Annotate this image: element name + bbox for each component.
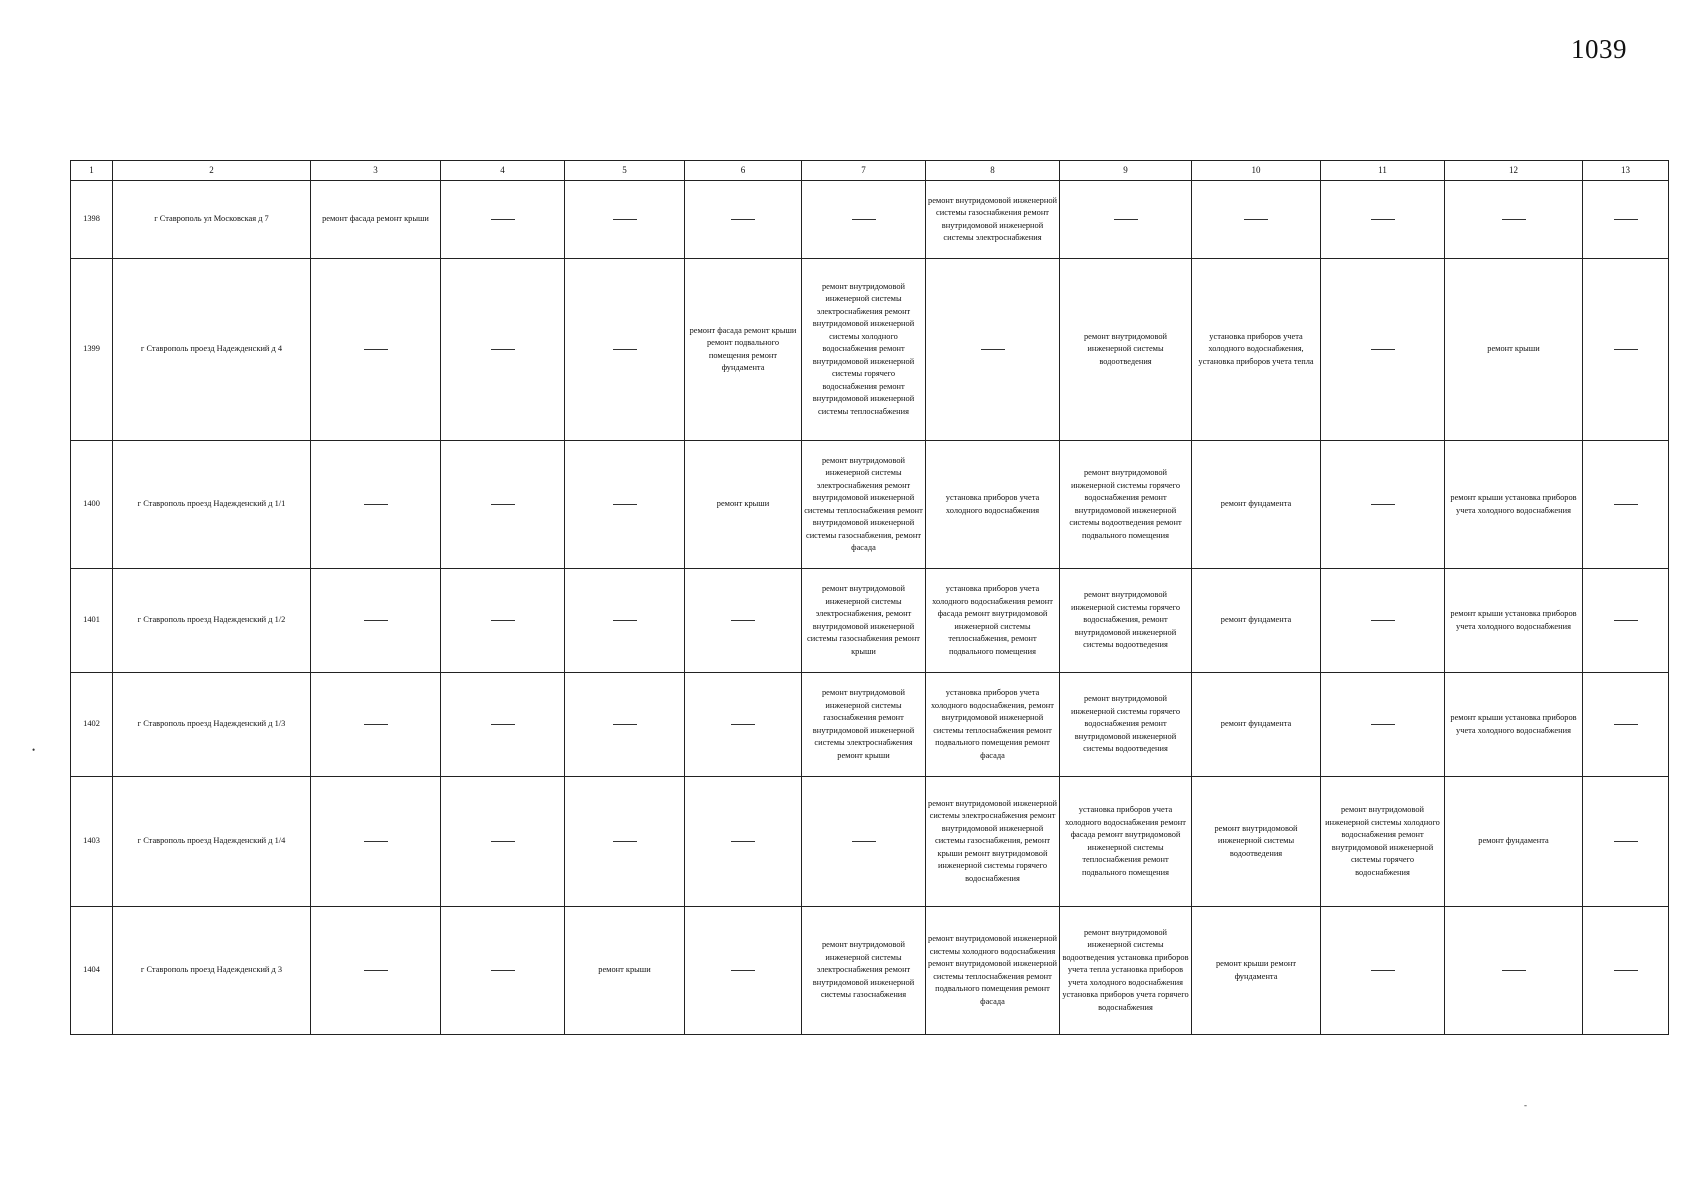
empty-dash-cell	[441, 181, 565, 259]
empty-dash-cell	[311, 673, 441, 777]
empty-dash-cell	[1583, 777, 1669, 907]
empty-dash-cell	[441, 907, 565, 1035]
dash-mark	[364, 504, 388, 505]
work-cell: установка приборов учета холодного водоснабжения ремонт фасада ремонт внутридомовой инженерной системы теплоснабжения ремонт подвального помещения	[1060, 777, 1192, 907]
row-number-cell: 1398	[71, 181, 113, 259]
dash-mark	[1614, 504, 1638, 505]
dash-mark	[613, 841, 637, 842]
empty-dash-cell	[565, 181, 685, 259]
dash-mark	[1244, 219, 1268, 220]
column-header: 9	[1060, 161, 1192, 181]
dash-mark	[1114, 219, 1138, 220]
empty-dash-cell	[311, 777, 441, 907]
column-header: 3	[311, 161, 441, 181]
empty-dash-cell	[311, 907, 441, 1035]
empty-dash-cell	[441, 777, 565, 907]
dash-mark	[981, 349, 1005, 350]
address-cell: г Ставрополь проезд Надежденский д 1/1	[113, 441, 311, 569]
empty-dash-cell	[1321, 569, 1445, 673]
address-cell: г Ставрополь проезд Надежденский д 1/3	[113, 673, 311, 777]
work-cell: ремонт внутридомовой инженерной системы водоотведения	[1060, 259, 1192, 441]
dash-mark	[731, 219, 755, 220]
work-cell: ремонт внутридомовой инженерной системы электроснабжения, ремонт внутридомовой инженерной системы газоснабжения ремонт крыши	[802, 569, 926, 673]
work-cell: ремонт внутридомовой инженерной системы электроснабжения ремонт внутридомовой инженерной системы холодного водоснабжения ремонт внутридомовой инженерной системы горячего водоснабжения ремонт внутридомовой инженерной системы теплоснабжения	[802, 259, 926, 441]
address-cell: г Ставрополь проезд Надежденский д 1/4	[113, 777, 311, 907]
dash-mark	[1371, 620, 1395, 621]
dash-mark	[491, 620, 515, 621]
row-number-cell: 1401	[71, 569, 113, 673]
dash-mark	[364, 349, 388, 350]
table-row	[71, 569, 1669, 673]
dash-mark	[364, 841, 388, 842]
work-cell: ремонт фундамента	[1192, 569, 1321, 673]
dash-mark	[491, 219, 515, 220]
empty-dash-cell	[1583, 907, 1669, 1035]
row-number-cell: 1403	[71, 777, 113, 907]
empty-dash-cell	[685, 673, 802, 777]
dash-mark	[1371, 724, 1395, 725]
empty-dash-cell	[1583, 259, 1669, 441]
column-header: 2	[113, 161, 311, 181]
table-row	[71, 673, 1669, 777]
empty-dash-cell	[1583, 673, 1669, 777]
column-header: 12	[1445, 161, 1583, 181]
dash-mark	[852, 841, 876, 842]
dash-mark	[613, 219, 637, 220]
dash-mark	[1502, 219, 1526, 220]
work-cell: ремонт фундамента	[1445, 777, 1583, 907]
table-row	[71, 777, 1669, 907]
address-cell: г Ставрополь ул Московская д 7	[113, 181, 311, 259]
column-header: 10	[1192, 161, 1321, 181]
table-row	[71, 907, 1669, 1035]
work-cell: ремонт внутридомовой инженерной системы газоснабжения ремонт внутридомовой инженерной системы электроснабжения ремонт крыши	[802, 673, 926, 777]
empty-dash-cell	[311, 569, 441, 673]
dash-mark	[491, 841, 515, 842]
column-header: 11	[1321, 161, 1445, 181]
work-cell: ремонт внутридомовой инженерной системы электроснабжения ремонт внутридомовой инженерной системы теплоснабжения ремонт внутридомовой инженерной системы газоснабжения, ремонт фасада	[802, 441, 926, 569]
work-cell: ремонт фасада ремонт крыши	[311, 181, 441, 259]
column-number-row	[71, 161, 1669, 181]
work-cell: ремонт внутридомовой инженерной системы горячего водоснабжения ремонт внутридомовой инженерной системы водоотведения ремонт подвального помещения	[1060, 441, 1192, 569]
empty-dash-cell	[565, 673, 685, 777]
address-cell: г Ставрополь проезд Надежденский д 4	[113, 259, 311, 441]
dash-mark	[731, 970, 755, 971]
work-cell: ремонт фундамента	[1192, 673, 1321, 777]
column-header: 5	[565, 161, 685, 181]
work-cell: ремонт крыши установка приборов учета холодного водоснабжения	[1445, 441, 1583, 569]
row-number-cell: 1399	[71, 259, 113, 441]
empty-dash-cell	[802, 777, 926, 907]
empty-dash-cell	[441, 441, 565, 569]
dash-mark	[1614, 349, 1638, 350]
column-header: 4	[441, 161, 565, 181]
stray-mark-left: •	[32, 745, 36, 755]
dash-mark	[613, 724, 637, 725]
empty-dash-cell	[1583, 181, 1669, 259]
dash-mark	[491, 504, 515, 505]
table-row	[71, 181, 1669, 259]
work-cell: установка приборов учета холодного водоснабжения	[926, 441, 1060, 569]
work-cell: установка приборов учета холодного водоснабжения, установка приборов учета тепла	[1192, 259, 1321, 441]
empty-dash-cell	[441, 673, 565, 777]
dash-mark	[1371, 349, 1395, 350]
empty-dash-cell	[311, 259, 441, 441]
work-cell: ремонт внутридомовой инженерной системы водоотведения	[1192, 777, 1321, 907]
work-cell: ремонт крыши установка приборов учета холодного водоснабжения	[1445, 569, 1583, 673]
empty-dash-cell	[311, 441, 441, 569]
dash-mark	[1614, 970, 1638, 971]
empty-dash-cell	[441, 259, 565, 441]
work-cell: ремонт внутридомовой инженерной системы горячего водоснабжения ремонт внутридомовой инженерной системы водоотведения	[1060, 673, 1192, 777]
dash-mark	[491, 970, 515, 971]
row-number-cell: 1402	[71, 673, 113, 777]
address-cell: г Ставрополь проезд Надежденский д 1/2	[113, 569, 311, 673]
dash-mark	[1614, 841, 1638, 842]
dash-mark	[1614, 724, 1638, 725]
work-cell: ремонт крыши	[685, 441, 802, 569]
dash-mark	[613, 620, 637, 621]
work-cell: ремонт внутридомовой инженерной системы электроснабжения ремонт внутридомовой инженерной системы газоснабжения, ремонт крыши ремонт внутридомовой инженерной системы горячего водоснабжения	[926, 777, 1060, 907]
page-number: 1039	[1571, 34, 1627, 64]
work-cell: установка приборов учета холодного водоснабжения ремонт фасада ремонт внутридомовой инженерной системы теплоснабжения, ремонт подвального помещения	[926, 569, 1060, 673]
stray-mark-bottom: -	[1524, 1100, 1527, 1110]
empty-dash-cell	[1583, 441, 1669, 569]
column-header: 6	[685, 161, 802, 181]
table-row	[71, 259, 1669, 441]
empty-dash-cell	[565, 441, 685, 569]
dash-mark	[852, 219, 876, 220]
empty-dash-cell	[926, 259, 1060, 441]
column-header: 8	[926, 161, 1060, 181]
dash-mark	[1502, 970, 1526, 971]
address-cell: г Ставрополь проезд Надежденский д 3	[113, 907, 311, 1035]
work-cell: ремонт внутридомовой инженерной системы электроснабжения ремонт внутридомовой инженерной системы газоснабжения	[802, 907, 926, 1035]
table-row	[71, 441, 1669, 569]
work-cell: ремонт крыши ремонт фундамента	[1192, 907, 1321, 1035]
empty-dash-cell	[1321, 181, 1445, 259]
dash-mark	[364, 970, 388, 971]
empty-dash-cell	[1321, 673, 1445, 777]
dash-mark	[613, 349, 637, 350]
empty-dash-cell	[1445, 181, 1583, 259]
dash-mark	[613, 504, 637, 505]
empty-dash-cell	[565, 569, 685, 673]
dash-mark	[731, 841, 755, 842]
work-cell: ремонт крыши	[565, 907, 685, 1035]
empty-dash-cell	[1321, 259, 1445, 441]
dash-mark	[364, 724, 388, 725]
work-cell: установка приборов учета холодного водоснабжения, ремонт внутридомовой инженерной системы теплоснабжения ремонт подвального помещения ремонт фасада	[926, 673, 1060, 777]
work-cell: ремонт внутридомовой инженерной системы холодного водоснабжения ремонт внутридомовой инженерной системы горячего водоснабжения	[1321, 777, 1445, 907]
dash-mark	[491, 724, 515, 725]
column-header: 7	[802, 161, 926, 181]
empty-dash-cell	[565, 259, 685, 441]
column-header: 13	[1583, 161, 1669, 181]
empty-dash-cell	[685, 569, 802, 673]
empty-dash-cell	[441, 569, 565, 673]
dash-mark	[491, 349, 515, 350]
row-number-cell: 1400	[71, 441, 113, 569]
dash-mark	[364, 620, 388, 621]
work-cell: ремонт фасада ремонт крыши ремонт подвального помещения ремонт фундамента	[685, 259, 802, 441]
empty-dash-cell	[1583, 569, 1669, 673]
empty-dash-cell	[1445, 907, 1583, 1035]
empty-dash-cell	[565, 777, 685, 907]
empty-dash-cell	[685, 907, 802, 1035]
work-cell: ремонт внутридомовой инженерной системы газоснабжения ремонт внутридомовой инженерной системы электроснабжения	[926, 181, 1060, 259]
dash-mark	[731, 724, 755, 725]
dash-mark	[1614, 620, 1638, 621]
work-cell: ремонт крыши	[1445, 259, 1583, 441]
work-cell: ремонт внутридомовой инженерной системы горячего водоснабжения, ремонт внутридомовой инженерной системы водоотведения	[1060, 569, 1192, 673]
dash-mark	[731, 620, 755, 621]
work-cell: ремонт внутридомовой инженерной системы холодного водоснабжения ремонт внутридомовой инженерной системы теплоснабжения ремонт подвального помещения ремонт фасада	[926, 907, 1060, 1035]
empty-dash-cell	[1060, 181, 1192, 259]
empty-dash-cell	[1192, 181, 1321, 259]
dash-mark	[1371, 504, 1395, 505]
empty-dash-cell	[685, 181, 802, 259]
capital-repair-table	[70, 160, 1669, 1035]
work-cell: ремонт внутридомовой инженерной системы водоотведения установка приборов учета тепла установка приборов учета холодного водоснабжения установка приборов учета горячего водоснабжения	[1060, 907, 1192, 1035]
empty-dash-cell	[1321, 907, 1445, 1035]
dash-mark	[1371, 970, 1395, 971]
dash-mark	[1371, 219, 1395, 220]
work-cell: ремонт фундамента	[1192, 441, 1321, 569]
empty-dash-cell	[1321, 441, 1445, 569]
empty-dash-cell	[802, 181, 926, 259]
row-number-cell: 1404	[71, 907, 113, 1035]
dash-mark	[1614, 219, 1638, 220]
work-cell: ремонт крыши установка приборов учета холодного водоснабжения	[1445, 673, 1583, 777]
empty-dash-cell	[685, 777, 802, 907]
column-header: 1	[71, 161, 113, 181]
